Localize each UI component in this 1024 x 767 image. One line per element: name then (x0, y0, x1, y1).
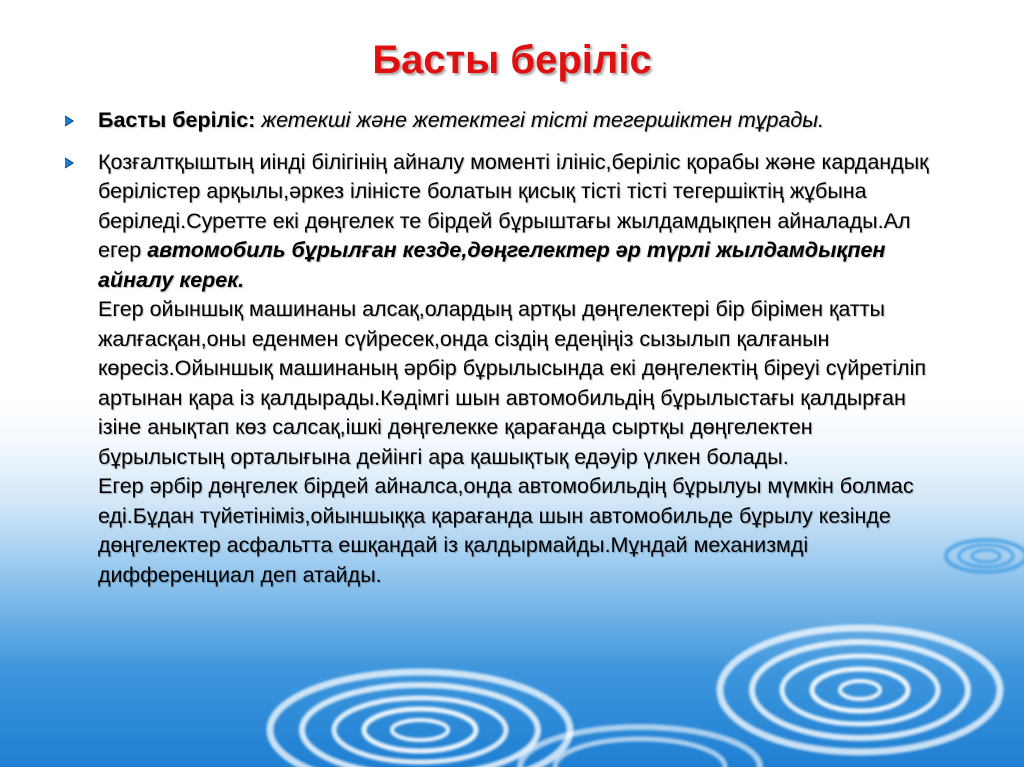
bullet-text: жетекші және жетектегі тісті тегершіктен тұрады. (255, 108, 825, 132)
bullet-text: Қозғалтқыштың иінді білігінің айналу моменті ілініс,беріліс қорабы және кардандық берілістер арқылы,әркез іліністе болатын қисық тісті тісті тегершіктің жұбына беріледі.Суретте екі дөңгелек те бірдей бұрыштағы жылдамдықпен айналады.Ал егер (98, 149, 929, 262)
bullet-item (62, 106, 942, 136)
paragraph: Егер әрбір дөңгелек бірдей айналса,онда автомобильдің бұрылуы мүмкін болмас еді.Бұдан түйетініміз,ойыншыққа қарағанда шын автомобильде бұрылу кезінде дөңгелектер асфальтта ешқандай із қалдырмайды.Мұндай механизмді дифференциал деп атайды. (98, 474, 914, 587)
bullet-label: Басты беріліс: (98, 108, 256, 132)
ripple-small (946, 540, 1024, 572)
slide-content (62, 106, 942, 602)
bullet-item (62, 148, 942, 591)
slide-title: Басты беріліс (372, 38, 652, 82)
emphasis-text: автомобиль бұрылған кезде,дөңгелектер әр түрлі жылдамдықпен айналу керек. (98, 238, 886, 292)
arrow-bullet-icon (62, 114, 76, 128)
paragraph: Егер ойыншық машинаны алсақ,олардың артқы дөңгелектері бір бірімен қатты жалғасқан,оны еденмен сүйресек,онда сіздің едеңіңіз сызылып қалғанын көресіз.Ойыншық машинаның әрбір бұрылысында екі дөңгелектің біреуі сүйретіліп артынан қара із қалдырады.Кәдімгі шын автомобильдің бұрылыстағы қалдырған ізіне анықтап көз салсақ,ішкі дөңгелекке қарағанда сыртқы дөңгелектен бұрылыстың орталығына дейінгі ара қашықтық едәуір үлкен болады. (98, 297, 927, 469)
ripple-right (720, 628, 1000, 752)
arrow-bullet-icon (62, 156, 76, 170)
ripple-bottom (520, 727, 760, 767)
